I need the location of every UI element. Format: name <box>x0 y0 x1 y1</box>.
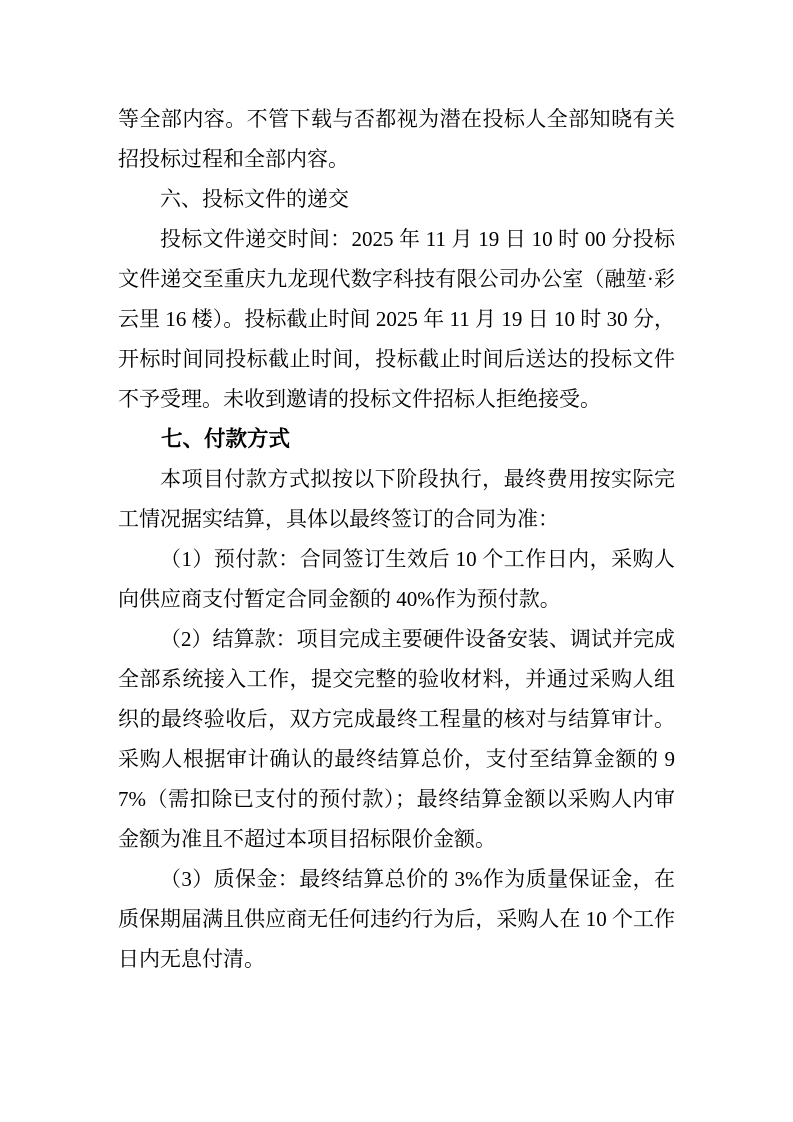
section-heading-six-bid-submission: 六、投标文件的递交 <box>160 187 349 211</box>
section-heading-seven-payment-method: 七、付款方式 <box>161 427 291 451</box>
paragraph-warranty-retention: （3）质保金：最终结算总价的 3%作为质量保证金，在质保期届满且供应商无任何违约行为后，采购人在 10 个工作日内无息付清。 <box>118 867 675 971</box>
paragraph-payment-intro: 本项目付款方式拟按以下阶段执行，最终费用按实际完工情况据实结算，具体以最终签订的合同为准： <box>118 467 675 531</box>
paragraph-settlement-payment: （2）结算款：项目完成主要硬件设备安装、调试并完成全部系统接入工作，提交完整的验收材料，并通过采购人组织的最终验收后，双方完成最终工程量的核对与结算审计。采购人根据审计确认的最终结算总价，支付至结算金额的 97%（需扣除已支付的预付款）；最终结算金额以采购人内审金额为准且不超过本项目招标限价金额。 <box>118 627 675 851</box>
paragraph-advance-payment: （1）预付款：合同签订生效后 10 个工作日内，采购人向供应商支付暂定合同金额的 40%作为预付款。 <box>118 547 675 611</box>
document-body <box>118 99 675 979</box>
paragraph-continuation: 等全部内容。不管下载与否都视为潜在投标人全部知晓有关招投标过程和全部内容。 <box>118 107 675 171</box>
paragraph-bid-submission-details: 投标文件递交时间：2025 年 11 月 19 日 10 时 00 分投标文件递交至重庆九龙现代数字科技有限公司办公室（融堃·彩云里 16 楼）。投标截止时间 2025 年 11 月 19 日 10 时 30 分，开标时间同投标截止时间，投标截止时间后送达的投标文件不予受理。未收到邀请的投标文件招标人拒绝接受。 <box>118 227 675 411</box>
